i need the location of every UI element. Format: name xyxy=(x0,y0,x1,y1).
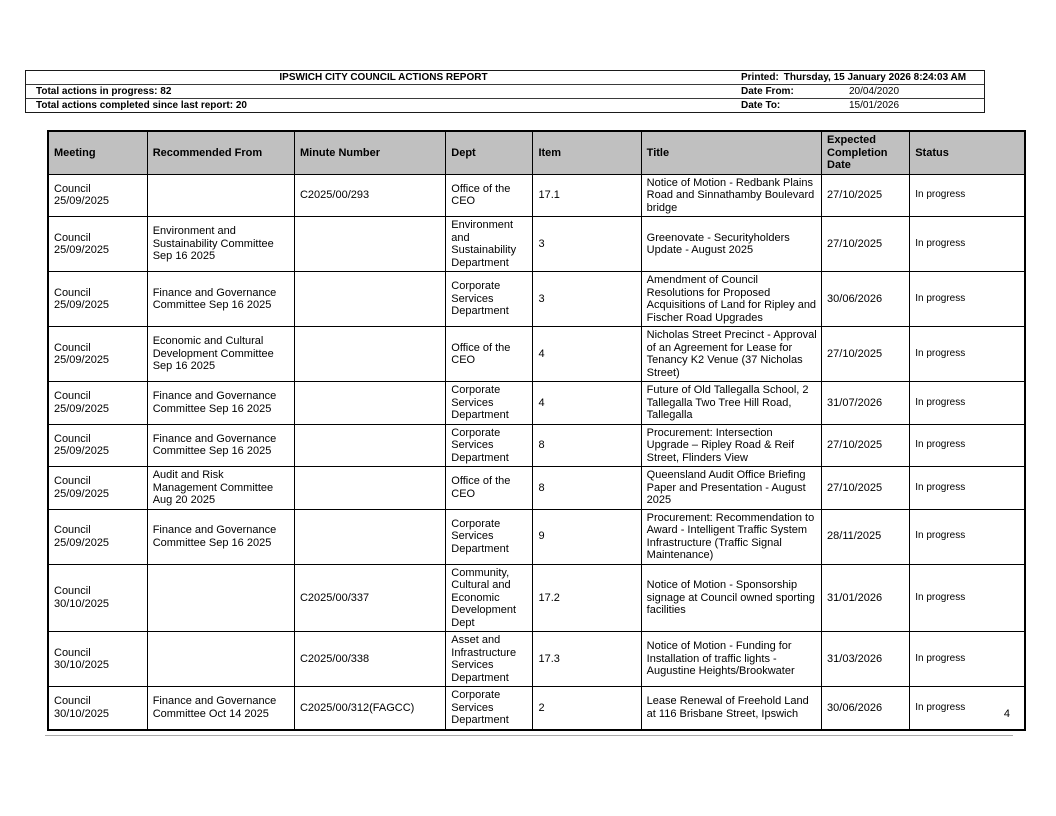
cell-dept: Corporate Services Department xyxy=(446,272,533,327)
table-row xyxy=(48,272,1025,327)
printed-info xyxy=(741,71,984,84)
date-from-value: 20/04/2020 xyxy=(849,86,900,97)
cell-status: In progress xyxy=(910,424,1025,467)
cell-expected-completion-date: 30/06/2026 xyxy=(822,687,910,730)
printed-value: Thursday, 15 January 2026 8:24:03 AM xyxy=(783,72,967,83)
cell-recommended-from: Finance and Governance Committee Oct 14 2025 xyxy=(147,687,294,730)
table-row xyxy=(48,327,1025,382)
cell-minute-number xyxy=(294,217,445,272)
cell-meeting: Council 25/09/2025 xyxy=(48,327,147,382)
cell-dept: Corporate Services Department xyxy=(446,509,533,564)
cell-status: In progress xyxy=(910,467,1025,510)
cell-minute-number: C2025/00/312(FAGCC) xyxy=(294,687,445,730)
cell-title: Notice of Motion - Redbank Plains Road and Sinnathamby Boulevard bridge xyxy=(641,174,821,217)
cell-title: Future of Old Tallegalla School, 2 Tallegalla Two Tree Hill Road, Tallegalla xyxy=(641,382,821,425)
cell-title: Notice of Motion - Funding for Installation of traffic lights - Augustine Heights/Brookwater xyxy=(641,632,821,687)
cell-minute-number xyxy=(294,467,445,510)
col-header-expected-completion-date: Expected Completion Date xyxy=(822,131,910,174)
cell-title: Procurement: Intersection Upgrade – Ripley Road & Reif Street, Flinders View xyxy=(641,424,821,467)
cell-title: Queensland Audit Office Briefing Paper and Presentation - August 2025 xyxy=(641,467,821,510)
table-row xyxy=(48,424,1025,467)
cell-title: Greenovate - Securityholders Update - August 2025 xyxy=(641,217,821,272)
cell-item: 17.2 xyxy=(533,564,641,632)
cell-meeting: Council 25/09/2025 xyxy=(48,382,147,425)
cell-status: In progress xyxy=(910,272,1025,327)
cell-expected-completion-date: 27/10/2025 xyxy=(822,467,910,510)
cell-status: In progress xyxy=(910,687,1025,730)
cell-expected-completion-date: 27/10/2025 xyxy=(822,174,910,217)
cell-item: 3 xyxy=(533,272,641,327)
cell-minute-number: C2025/00/337 xyxy=(294,564,445,632)
report-title: IPSWICH CITY COUNCIL ACTIONS REPORT xyxy=(279,72,488,83)
cell-minute-number xyxy=(294,509,445,564)
cell-title: Notice of Motion - Sponsorship signage at Council owned sporting facilities xyxy=(641,564,821,632)
date-from-label: Date From: xyxy=(741,86,794,97)
cell-dept: Office of the CEO xyxy=(446,174,533,217)
cell-meeting: Council 25/09/2025 xyxy=(48,509,147,564)
cell-recommended-from: Environment and Sustainability Committee Sep 16 2025 xyxy=(147,217,294,272)
header-row-1 xyxy=(26,71,984,85)
cell-dept: Office of the CEO xyxy=(446,467,533,510)
table-row xyxy=(48,467,1025,510)
cell-item: 3 xyxy=(533,217,641,272)
cell-dept: Community, Cultural and Economic Development Dept xyxy=(446,564,533,632)
cell-title: Procurement: Recommendation to Award - Intelligent Traffic System Infrastructure (Traffic Signal Maintenance) xyxy=(641,509,821,564)
total-in-progress: Total actions in progress: 82 xyxy=(36,86,172,97)
footer-divider xyxy=(45,735,1013,736)
actions-table xyxy=(47,130,1026,731)
cell-dept: Corporate Services Department xyxy=(446,424,533,467)
header-row-2 xyxy=(26,85,984,99)
cell-meeting: Council 30/10/2025 xyxy=(48,687,147,730)
cell-title: Nicholas Street Precinct - Approval of an Agreement for Lease for Tenancy K2 Venue (37 Nicholas Street) xyxy=(641,327,821,382)
cell-recommended-from: Finance and Governance Committee Sep 16 2025 xyxy=(147,272,294,327)
cell-dept: Corporate Services Department xyxy=(446,687,533,730)
col-header-status: Status xyxy=(910,131,1025,174)
date-to-label: Date To: xyxy=(741,100,781,111)
cell-status: In progress xyxy=(910,217,1025,272)
cell-recommended-from: Finance and Governance Committee Sep 16 2025 xyxy=(147,382,294,425)
cell-dept: Corporate Services Department xyxy=(446,382,533,425)
cell-minute-number xyxy=(294,382,445,425)
header-row-3 xyxy=(26,99,984,112)
table-row xyxy=(48,564,1025,632)
table-row xyxy=(48,382,1025,425)
cell-meeting: Council 25/09/2025 xyxy=(48,467,147,510)
col-header-title: Title xyxy=(641,131,821,174)
cell-item: 17.3 xyxy=(533,632,641,687)
cell-item: 8 xyxy=(533,424,641,467)
page-number: 4 xyxy=(1003,708,1010,720)
cell-item: 2 xyxy=(533,687,641,730)
cell-dept: Environment and Sustainability Department xyxy=(446,217,533,272)
cell-dept: Office of the CEO xyxy=(446,327,533,382)
table-row xyxy=(48,509,1025,564)
cell-recommended-from: Finance and Governance Committee Sep 16 2025 xyxy=(147,424,294,467)
cell-meeting: Council 25/09/2025 xyxy=(48,272,147,327)
date-to xyxy=(741,99,984,112)
table-row xyxy=(48,217,1025,272)
cell-expected-completion-date: 28/11/2025 xyxy=(822,509,910,564)
table-row xyxy=(48,687,1025,730)
cell-item: 9 xyxy=(533,509,641,564)
col-header-dept: Dept xyxy=(446,131,533,174)
cell-expected-completion-date: 31/01/2026 xyxy=(822,564,910,632)
cell-dept: Asset and Infrastructure Services Department xyxy=(446,632,533,687)
table-row xyxy=(48,174,1025,217)
table-row xyxy=(48,632,1025,687)
cell-minute-number xyxy=(294,327,445,382)
cell-minute-number xyxy=(294,272,445,327)
cell-expected-completion-date: 31/03/2026 xyxy=(822,632,910,687)
cell-meeting: Council 25/09/2025 xyxy=(48,424,147,467)
cell-expected-completion-date: 30/06/2026 xyxy=(822,272,910,327)
cell-meeting: Council 30/10/2025 xyxy=(48,632,147,687)
cell-status: In progress xyxy=(910,382,1025,425)
cell-recommended-from xyxy=(147,174,294,217)
cell-status: In progress xyxy=(910,564,1025,632)
cell-item: 17.1 xyxy=(533,174,641,217)
cell-title: Lease Renewal of Freehold Land at 116 Brisbane Street, Ipswich xyxy=(641,687,821,730)
cell-status: In progress xyxy=(910,174,1025,217)
col-header-recommended-from: Recommended From xyxy=(147,131,294,174)
cell-status: In progress xyxy=(910,509,1025,564)
cell-status: In progress xyxy=(910,632,1025,687)
date-to-value: 15/01/2026 xyxy=(849,100,900,111)
cell-minute-number: C2025/00/338 xyxy=(294,632,445,687)
cell-recommended-from: Economic and Cultural Development Committee Sep 16 2025 xyxy=(147,327,294,382)
cell-expected-completion-date: 27/10/2025 xyxy=(822,424,910,467)
total-completed: Total actions completed since last report: 20 xyxy=(36,100,247,111)
cell-title: Amendment of Council Resolutions for Proposed Acquisitions of Land for Ripley and Fischer Road Upgrades xyxy=(641,272,821,327)
cell-item: 4 xyxy=(533,327,641,382)
col-header-meeting: Meeting xyxy=(48,131,147,174)
cell-status: In progress xyxy=(910,327,1025,382)
cell-minute-number: C2025/00/293 xyxy=(294,174,445,217)
cell-recommended-from: Finance and Governance Committee Sep 16 2025 xyxy=(147,509,294,564)
report-header xyxy=(25,70,985,113)
cell-meeting: Council 25/09/2025 xyxy=(48,174,147,217)
col-header-minute-number: Minute Number xyxy=(294,131,445,174)
cell-recommended-from xyxy=(147,564,294,632)
cell-meeting: Council 25/09/2025 xyxy=(48,217,147,272)
cell-recommended-from xyxy=(147,632,294,687)
table-header-row xyxy=(48,131,1025,174)
cell-item: 4 xyxy=(533,382,641,425)
cell-meeting: Council 30/10/2025 xyxy=(48,564,147,632)
printed-label: Printed: xyxy=(741,72,779,83)
col-header-item: Item xyxy=(533,131,641,174)
cell-minute-number xyxy=(294,424,445,467)
date-from xyxy=(741,85,984,98)
cell-expected-completion-date: 27/10/2025 xyxy=(822,327,910,382)
cell-expected-completion-date: 27/10/2025 xyxy=(822,217,910,272)
cell-recommended-from: Audit and Risk Management Committee Aug 20 2025 xyxy=(147,467,294,510)
cell-expected-completion-date: 31/07/2026 xyxy=(822,382,910,425)
cell-item: 8 xyxy=(533,467,641,510)
